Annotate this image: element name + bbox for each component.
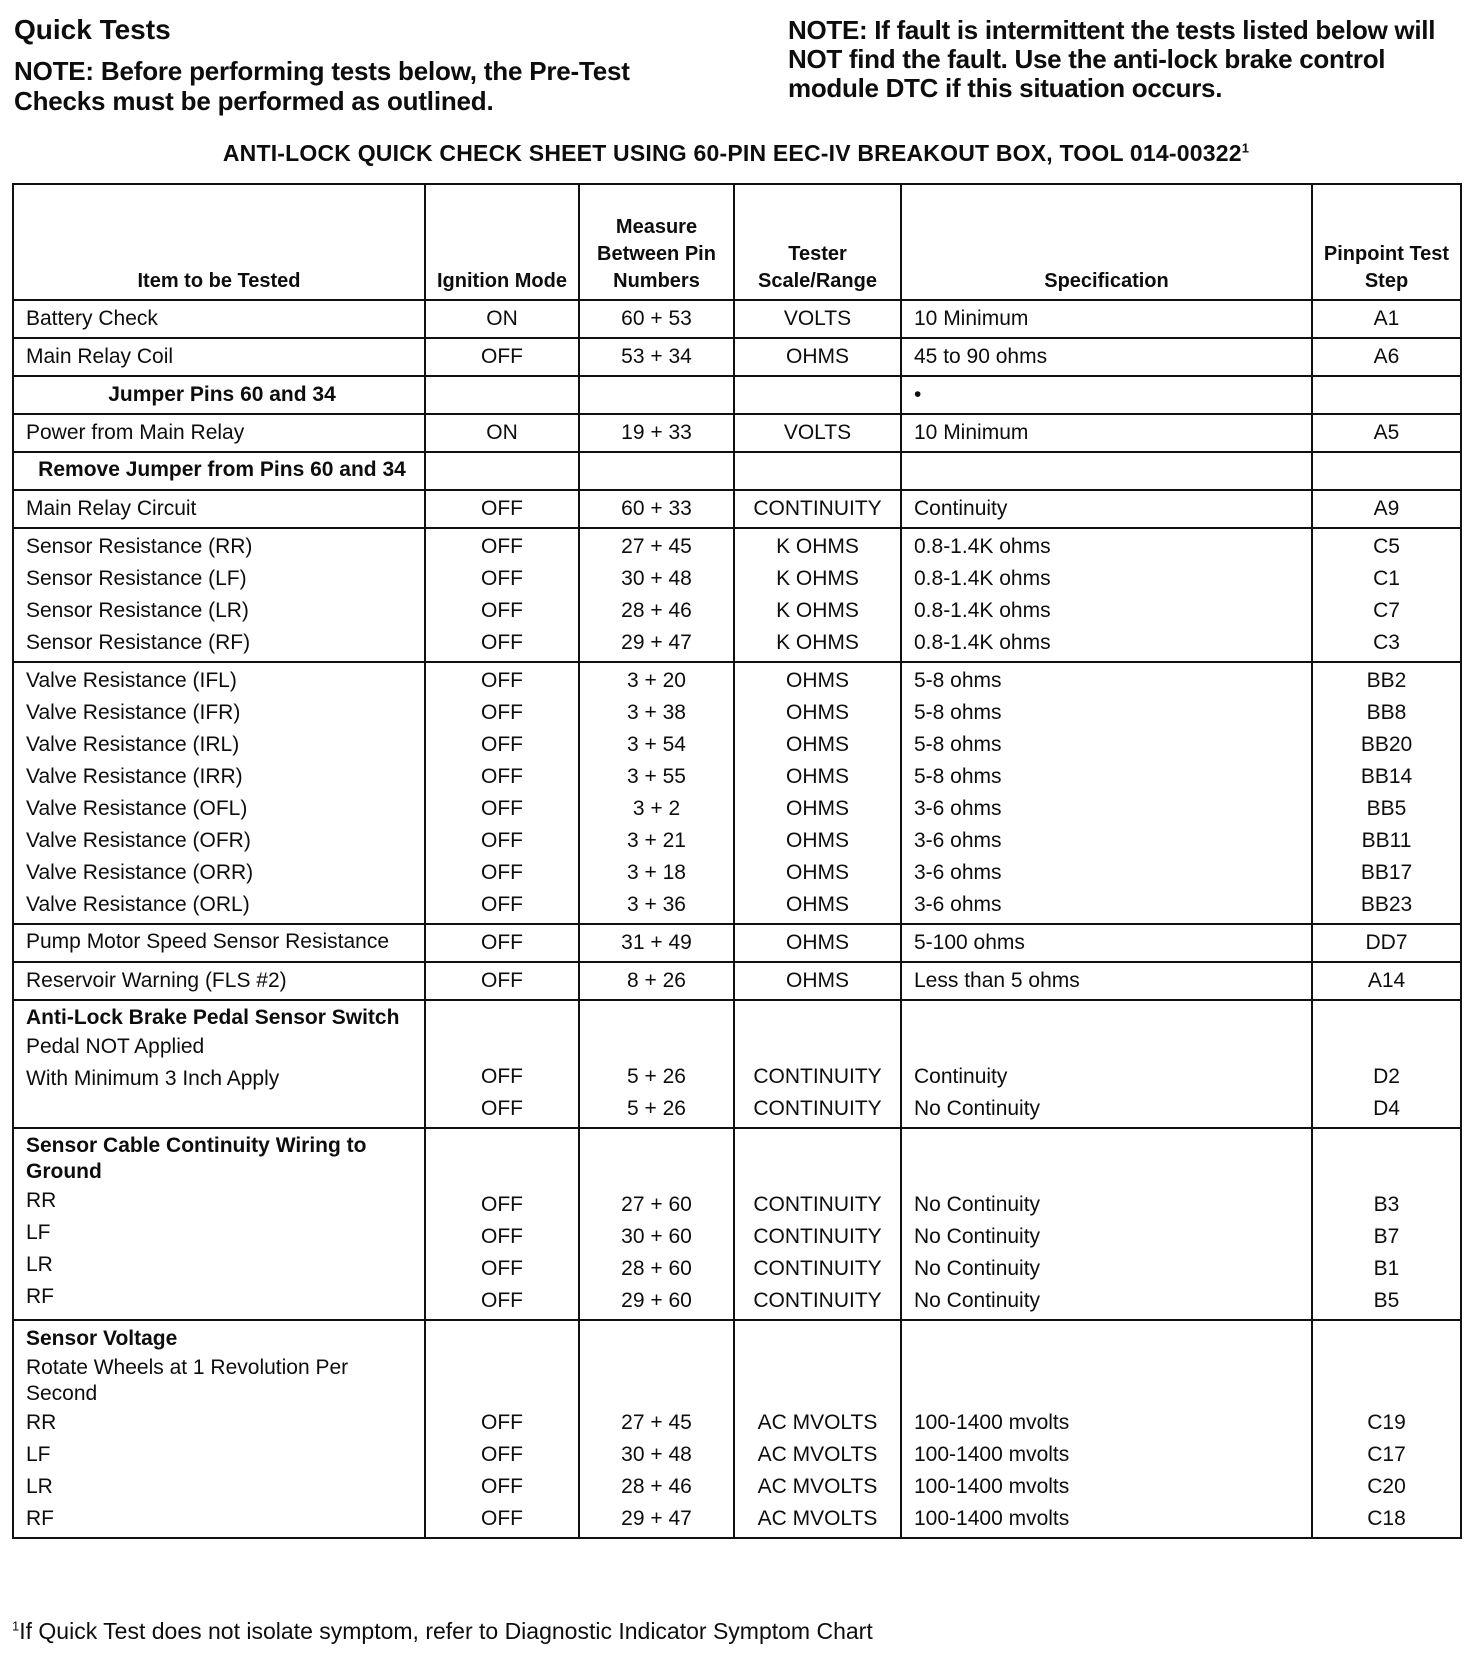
cell-ignition: OFF bbox=[481, 765, 523, 788]
table-row bbox=[13, 490, 1461, 528]
cell-ignition: OFF bbox=[481, 669, 523, 692]
cell-pins: 53 + 34 bbox=[621, 345, 692, 368]
cell-pins: 27 + 45 bbox=[621, 1411, 692, 1434]
cell-ignition: OFF bbox=[481, 1289, 523, 1312]
cell-spec: Continuity bbox=[914, 1065, 1008, 1088]
sheet-title-text: ANTI-LOCK QUICK CHECK SHEET USING 60-PIN EEC-IV BREAKOUT BOX, TOOL 014-00322 bbox=[222, 140, 1242, 166]
cell-scale: OHMS bbox=[786, 765, 849, 788]
cell-spec: 0.8-1.4K ohms bbox=[914, 567, 1051, 590]
cell-scale: CONTINUITY bbox=[753, 1193, 882, 1216]
cell-scale: OHMS bbox=[786, 893, 849, 916]
cell-step: BB14 bbox=[1360, 765, 1413, 788]
cell-ignition: ON bbox=[486, 307, 518, 330]
cell-ignition: OFF bbox=[481, 1257, 523, 1280]
cell-spec: 100-1400 mvolts bbox=[914, 1507, 1070, 1530]
table-row bbox=[13, 300, 1461, 338]
cell-pins: 60 + 53 bbox=[621, 307, 692, 330]
cell-item: Reservoir Warning (FLS #2) bbox=[26, 969, 287, 992]
cell-item: Valve Resistance (OFR) bbox=[26, 829, 251, 852]
cell-item: With Minimum 3 Inch Apply bbox=[26, 1067, 280, 1090]
cell-pins: 30 + 48 bbox=[621, 1443, 692, 1466]
cell-spec: 3-6 ohms bbox=[914, 829, 1002, 852]
cell-item: Valve Resistance (IFL) bbox=[26, 669, 237, 692]
cell-scale: OHMS bbox=[786, 701, 849, 724]
cell-item: LR bbox=[26, 1253, 53, 1276]
cell-item: Sensor Resistance (LR) bbox=[26, 599, 249, 622]
cell-item: RF bbox=[26, 1507, 54, 1530]
cell-scale: CONTINUITY bbox=[753, 1065, 882, 1088]
cell-scale: CONTINUITY bbox=[753, 1225, 882, 1248]
cell-step: C1 bbox=[1373, 567, 1400, 590]
cell-spec: No Continuity bbox=[914, 1225, 1041, 1248]
cell-spec: No Continuity bbox=[914, 1097, 1041, 1120]
cell-spec: 3-6 ohms bbox=[914, 893, 1002, 916]
cell-scale: OHMS bbox=[786, 733, 849, 756]
cell-pins: 19 + 33 bbox=[621, 421, 692, 444]
cell-ignition: OFF bbox=[481, 733, 523, 756]
cell-step: B1 bbox=[1373, 1257, 1400, 1280]
cell-spec: Less than 5 ohms bbox=[914, 969, 1080, 992]
cell-step: BB23 bbox=[1360, 893, 1413, 916]
cell-ignition: OFF bbox=[481, 829, 523, 852]
cell-pins: 3 + 2 bbox=[632, 797, 681, 820]
cell-step: D4 bbox=[1373, 1097, 1400, 1120]
cell-spec: • bbox=[914, 383, 922, 406]
cell-instruction: Jumper Pins 60 and 34 bbox=[108, 383, 336, 406]
cell-item: RR bbox=[26, 1411, 57, 1434]
pre-test-note: NOTE: Before performing tests below, the Pre-Test Checks must be performed as outlined. bbox=[14, 56, 630, 116]
footnote-mark: 1 bbox=[12, 1618, 20, 1634]
cell-pins: 30 + 48 bbox=[621, 567, 692, 590]
header-tester: Tester Scale/Range bbox=[734, 184, 901, 300]
page-title: Quick Tests bbox=[14, 14, 171, 45]
cell-ignition: OFF bbox=[481, 497, 523, 520]
cell-ignition: OFF bbox=[481, 797, 523, 820]
cell-spec: 45 to 90 ohms bbox=[914, 345, 1048, 368]
cell-spec: 5-8 ohms bbox=[914, 765, 1002, 788]
cell-scale: OHMS bbox=[786, 969, 849, 992]
cell-pins: 5 + 26 bbox=[627, 1065, 686, 1088]
cell-spec: 10 Minimum bbox=[914, 307, 1029, 330]
cell-scale: OHMS bbox=[786, 669, 849, 692]
table-row bbox=[13, 452, 1461, 490]
cell-item: Pedal NOT Applied bbox=[26, 1035, 205, 1058]
cell-scale: AC MVOLTS bbox=[757, 1507, 878, 1530]
cell-spec: 3-6 ohms bbox=[914, 797, 1002, 820]
cell-pins: 29 + 47 bbox=[621, 631, 692, 654]
cell-scale: K OHMS bbox=[776, 599, 859, 622]
cell-step: C19 bbox=[1367, 1411, 1406, 1434]
cell-pins: 28 + 46 bbox=[621, 1475, 692, 1498]
cell-spec: 0.8-1.4K ohms bbox=[914, 599, 1051, 622]
cell-ignition: OFF bbox=[481, 1193, 523, 1216]
cell-ignition: OFF bbox=[481, 1411, 523, 1434]
table-row bbox=[13, 962, 1461, 1000]
cell-spec: No Continuity bbox=[914, 1289, 1041, 1312]
table-row bbox=[13, 376, 1461, 414]
cell-item: Valve Resistance (IRR) bbox=[26, 765, 243, 788]
cell-step: A5 bbox=[1373, 421, 1400, 444]
cell-pins: 3 + 18 bbox=[627, 861, 686, 884]
cell-step: C18 bbox=[1367, 1507, 1406, 1530]
intermittent-fault-note: NOTE: If fault is intermittent the tests listed below will NOT find the fault. Use the anti-lock brake control module DTC if this situation occurs. bbox=[788, 15, 1436, 103]
table-row-group bbox=[13, 1128, 1461, 1320]
cell-item: LR bbox=[26, 1475, 53, 1498]
cell-ignition: OFF bbox=[481, 893, 523, 916]
cell-item: Sensor Resistance (RR) bbox=[26, 535, 253, 558]
cell-step: DD7 bbox=[1365, 931, 1408, 954]
cell-scale: K OHMS bbox=[776, 535, 859, 558]
footnote-text: If Quick Test does not isolate symptom, refer to Diagnostic Indicator Symptom Chart bbox=[19, 1618, 873, 1644]
cell-item: RR bbox=[26, 1189, 57, 1212]
cell-item: Pump Motor Speed Sensor Resistance bbox=[26, 930, 390, 953]
group-heading: Sensor Cable Continuity Wiring to Ground bbox=[26, 1134, 367, 1183]
cell-spec: 100-1400 mvolts bbox=[914, 1411, 1070, 1434]
cell-spec: No Continuity bbox=[914, 1257, 1041, 1280]
cell-step: B5 bbox=[1373, 1289, 1400, 1312]
cell-pins: 8 + 26 bbox=[627, 969, 686, 992]
cell-step: BB8 bbox=[1366, 701, 1407, 724]
header-measure: Measure Between Pin Numbers bbox=[579, 184, 734, 300]
cell-step: C3 bbox=[1373, 631, 1400, 654]
header-left bbox=[14, 14, 714, 116]
cell-scale: OHMS bbox=[786, 829, 849, 852]
cell-item: RF bbox=[26, 1285, 54, 1308]
cell-step: A9 bbox=[1373, 497, 1400, 520]
cell-spec: 0.8-1.4K ohms bbox=[914, 631, 1051, 654]
sheet-title-footnote-mark: 1 bbox=[1241, 140, 1250, 156]
table-row bbox=[13, 414, 1461, 452]
cell-item: Valve Resistance (IRL) bbox=[26, 733, 240, 756]
cell-scale: OHMS bbox=[786, 861, 849, 884]
cell-ignition: OFF bbox=[481, 701, 523, 724]
cell-step: B7 bbox=[1373, 1225, 1400, 1248]
cell-spec: 0.8-1.4K ohms bbox=[914, 535, 1051, 558]
cell-item: Valve Resistance (OFL) bbox=[26, 797, 248, 820]
cell-spec: No Continuity bbox=[914, 1193, 1041, 1216]
group-heading: Anti-Lock Brake Pedal Sensor Switch bbox=[26, 1006, 400, 1029]
cell-ignition: OFF bbox=[481, 861, 523, 884]
cell-item: Sensor Resistance (RF) bbox=[26, 631, 251, 654]
cell-item: LF bbox=[26, 1443, 51, 1466]
cell-item: Main Relay Coil bbox=[26, 345, 174, 368]
cell-pins: 3 + 21 bbox=[627, 829, 686, 852]
cell-spec: 10 Minimum bbox=[914, 421, 1029, 444]
cell-step: BB5 bbox=[1366, 797, 1407, 820]
cell-spec: 3-6 ohms bbox=[914, 861, 1002, 884]
cell-ignition: OFF bbox=[481, 1475, 523, 1498]
cell-step: B3 bbox=[1373, 1193, 1400, 1216]
cell-ignition: OFF bbox=[481, 345, 523, 368]
cell-ignition: OFF bbox=[481, 1443, 523, 1466]
cell-item: Valve Resistance (IFR) bbox=[26, 701, 241, 724]
cell-scale: VOLTS bbox=[783, 307, 852, 330]
table-row-group bbox=[13, 1320, 1461, 1538]
header-item: Item to be Tested bbox=[13, 184, 425, 300]
cell-step: BB20 bbox=[1360, 733, 1413, 756]
cell-ignition: OFF bbox=[481, 567, 523, 590]
header-pinpoint: Pinpoint Test Step bbox=[1312, 184, 1461, 300]
table-row bbox=[13, 338, 1461, 376]
cell-pins: 60 + 33 bbox=[621, 497, 692, 520]
cell-ignition: OFF bbox=[481, 599, 523, 622]
cell-pins: 3 + 38 bbox=[627, 701, 686, 724]
cell-spec: 100-1400 mvolts bbox=[914, 1475, 1070, 1498]
cell-item: Valve Resistance (ORL) bbox=[26, 893, 250, 916]
cell-item: Sensor Resistance (LF) bbox=[26, 567, 247, 590]
cell-ignition: OFF bbox=[481, 969, 523, 992]
cell-spec: 5-8 ohms bbox=[914, 701, 1002, 724]
cell-spec: 100-1400 mvolts bbox=[914, 1443, 1070, 1466]
cell-scale: CONTINUITY bbox=[753, 1257, 882, 1280]
cell-step: D2 bbox=[1373, 1065, 1400, 1088]
cell-spec: 5-100 ohms bbox=[914, 931, 1025, 954]
table-row-group bbox=[13, 528, 1461, 662]
cell-scale: OHMS bbox=[786, 931, 849, 954]
cell-ignition: ON bbox=[486, 421, 518, 444]
cell-step: C20 bbox=[1367, 1475, 1406, 1498]
cell-pins: 5 + 26 bbox=[627, 1097, 686, 1120]
cell-pins: 27 + 60 bbox=[621, 1193, 692, 1216]
header-spec: Specification bbox=[901, 184, 1312, 300]
cell-scale: CONTINUITY bbox=[753, 1097, 882, 1120]
cell-pins: 28 + 60 bbox=[621, 1257, 692, 1280]
cell-scale: AC MVOLTS bbox=[757, 1411, 878, 1434]
cell-step: BB2 bbox=[1366, 669, 1407, 692]
cell-step: C5 bbox=[1373, 535, 1400, 558]
cell-item: Power from Main Relay bbox=[26, 421, 245, 444]
cell-ignition: OFF bbox=[481, 1065, 523, 1088]
cell-pins: 27 + 45 bbox=[621, 535, 692, 558]
cell-scale: CONTINUITY bbox=[753, 497, 882, 520]
cell-pins: 3 + 55 bbox=[627, 765, 686, 788]
cell-step: C7 bbox=[1373, 599, 1400, 622]
group-heading: Sensor Voltage bbox=[26, 1327, 178, 1350]
table-header-row bbox=[13, 184, 1461, 300]
cell-scale: OHMS bbox=[786, 345, 849, 368]
cell-scale: OHMS bbox=[786, 797, 849, 820]
cell-scale: AC MVOLTS bbox=[757, 1475, 878, 1498]
cell-item: LF bbox=[26, 1221, 51, 1244]
cell-instruction: Remove Jumper from Pins 60 and 34 bbox=[38, 458, 406, 481]
cell-pins: 3 + 36 bbox=[627, 893, 686, 916]
cell-step: C17 bbox=[1367, 1443, 1406, 1466]
cell-scale: AC MVOLTS bbox=[757, 1443, 878, 1466]
cell-pins: 28 + 46 bbox=[621, 599, 692, 622]
sheet-title bbox=[0, 140, 1472, 167]
table-row bbox=[13, 924, 1461, 962]
cell-step: A1 bbox=[1373, 307, 1400, 330]
cell-pins: 31 + 49 bbox=[621, 931, 692, 954]
quick-check-table bbox=[12, 183, 1462, 1539]
cell-step: A14 bbox=[1367, 969, 1406, 992]
cell-step: BB11 bbox=[1361, 829, 1412, 852]
cell-ignition: OFF bbox=[481, 1507, 523, 1530]
group-subheading: Rotate Wheels at 1 Revolution Per Second bbox=[26, 1356, 349, 1405]
cell-item: Battery Check bbox=[26, 307, 158, 330]
cell-pins: 3 + 54 bbox=[627, 733, 686, 756]
cell-item: Main Relay Circuit bbox=[26, 497, 197, 520]
cell-ignition: OFF bbox=[481, 535, 523, 558]
cell-pins: 29 + 47 bbox=[621, 1507, 692, 1530]
cell-ignition: OFF bbox=[481, 931, 523, 954]
cell-scale: K OHMS bbox=[776, 631, 859, 654]
cell-step: BB17 bbox=[1360, 861, 1413, 884]
cell-step: A6 bbox=[1373, 345, 1400, 368]
header-ignition: Ignition Mode bbox=[425, 184, 579, 300]
cell-spec: Continuity bbox=[914, 497, 1008, 520]
cell-item: Valve Resistance (ORR) bbox=[26, 861, 254, 884]
cell-pins: 30 + 60 bbox=[621, 1225, 692, 1248]
cell-scale: CONTINUITY bbox=[753, 1289, 882, 1312]
cell-spec: 5-8 ohms bbox=[914, 669, 1002, 692]
cell-pins: 3 + 20 bbox=[627, 669, 686, 692]
footnote bbox=[12, 1618, 873, 1645]
cell-ignition: OFF bbox=[481, 1097, 523, 1120]
cell-ignition: OFF bbox=[481, 1225, 523, 1248]
cell-pins: 29 + 60 bbox=[621, 1289, 692, 1312]
cell-scale: VOLTS bbox=[783, 421, 852, 444]
cell-scale: K OHMS bbox=[776, 567, 859, 590]
cell-spec: 5-8 ohms bbox=[914, 733, 1002, 756]
table-row-group bbox=[13, 1000, 1461, 1128]
cell-ignition: OFF bbox=[481, 631, 523, 654]
table-row-group bbox=[13, 662, 1461, 924]
